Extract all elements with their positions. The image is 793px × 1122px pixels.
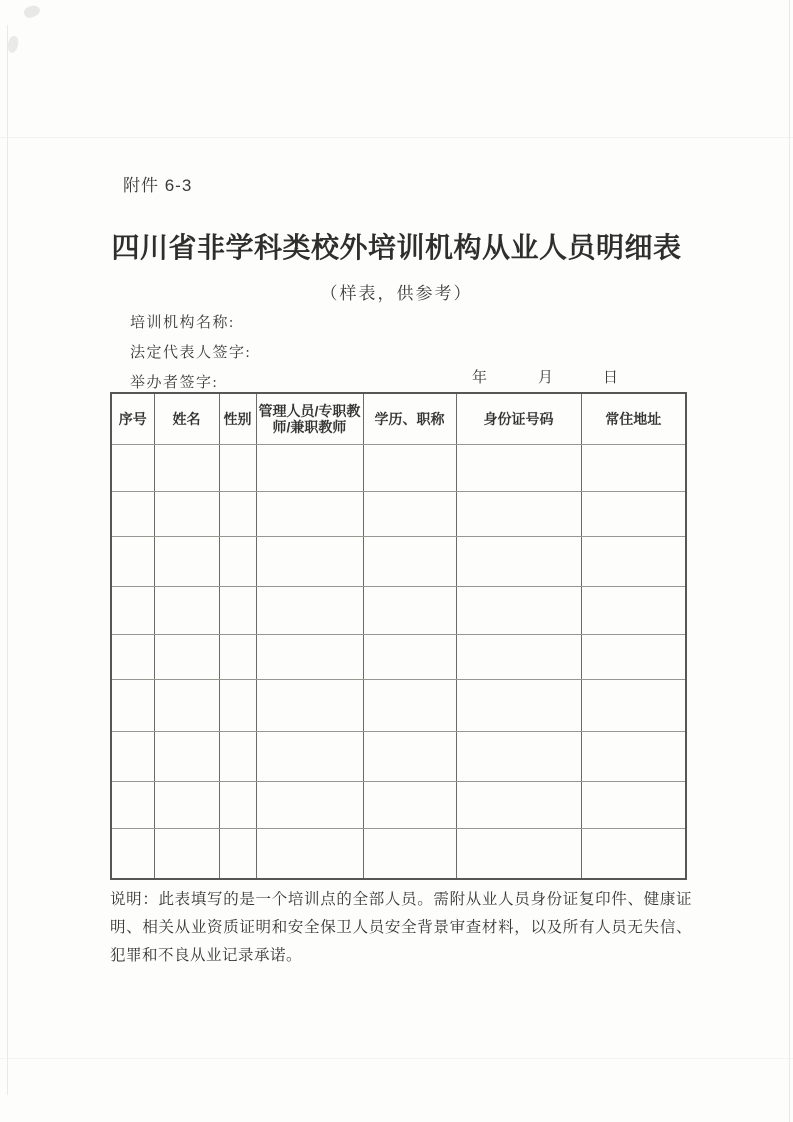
table-cell <box>154 586 219 634</box>
table-cell <box>111 828 154 879</box>
table-cell <box>154 634 219 679</box>
table-cell <box>219 536 256 586</box>
table-row <box>111 444 686 491</box>
table-cell <box>111 586 154 634</box>
scan-smudge-artifact <box>23 4 42 19</box>
table-cell <box>154 536 219 586</box>
table-cell <box>581 491 686 536</box>
page-title: 四川省非学科类校外培训机构从业人员明细表 <box>111 232 682 263</box>
table-cell <box>154 781 219 828</box>
table-cell <box>154 491 219 536</box>
table-cell <box>581 679 686 731</box>
scan-smudge-artifact <box>7 35 19 53</box>
table-row <box>111 679 686 731</box>
table-row <box>111 491 686 536</box>
header-role: 管理人员/专职教师/兼职教师 <box>256 393 363 444</box>
table-cell <box>456 586 581 634</box>
table-cell <box>256 444 363 491</box>
attachment-label: 附件 6-3 <box>123 176 193 195</box>
scan-artifact-line <box>0 1058 793 1059</box>
table-cell <box>256 828 363 879</box>
table-row <box>111 586 686 634</box>
table-cell <box>111 444 154 491</box>
header-name: 姓名 <box>154 393 219 444</box>
table-cell <box>363 679 456 731</box>
personnel-roster-table <box>110 392 687 880</box>
table-cell <box>581 828 686 879</box>
table-row <box>111 536 686 586</box>
note-text: 说明：此表填写的是一个培训点的全部人员。需附从业人员身份证复印件、健康证明、相关从业资质证明和安全保卫人员安全背景审查材料，以及所有人员无失信、犯罪和不良从业记录承诺。 <box>110 891 692 964</box>
table-cell <box>581 634 686 679</box>
table-body <box>111 444 686 879</box>
page-subtitle: （样表，供参考） <box>320 284 473 303</box>
table-cell <box>219 491 256 536</box>
table-cell <box>363 828 456 879</box>
table-cell <box>111 781 154 828</box>
table-cell <box>219 586 256 634</box>
table-cell <box>256 586 363 634</box>
table-cell <box>256 634 363 679</box>
table-cell <box>154 444 219 491</box>
table-cell <box>363 731 456 781</box>
table-row <box>111 634 686 679</box>
table-row <box>111 781 686 828</box>
header-id-number: 身份证号码 <box>456 393 581 444</box>
table-cell <box>154 828 219 879</box>
table-cell <box>581 586 686 634</box>
table-cell <box>363 586 456 634</box>
table-cell <box>219 634 256 679</box>
table-cell <box>456 634 581 679</box>
table-cell <box>456 536 581 586</box>
scan-edge-line <box>789 0 790 1122</box>
table-cell <box>219 781 256 828</box>
header-gender: 性别 <box>219 393 256 444</box>
header-serial-number: 序号 <box>111 393 154 444</box>
table-cell <box>581 444 686 491</box>
field-organizer-signature-label: 举办者签字: <box>130 375 219 391</box>
table-cell <box>219 679 256 731</box>
field-institution-name-label: 培训机构名称: <box>130 315 235 331</box>
table-cell <box>111 491 154 536</box>
table-row <box>111 731 686 781</box>
header-address: 常住地址 <box>581 393 686 444</box>
scan-artifact-line <box>0 137 793 138</box>
table-cell <box>456 828 581 879</box>
table-cell <box>581 731 686 781</box>
table-cell <box>581 536 686 586</box>
table-cell <box>111 536 154 586</box>
table-cell <box>581 781 686 828</box>
table-cell <box>111 634 154 679</box>
table-cell <box>363 634 456 679</box>
date-day-label: 日 <box>603 370 619 386</box>
table-cell <box>363 536 456 586</box>
table-cell <box>256 491 363 536</box>
date-month-label: 月 <box>538 370 554 386</box>
table-cell <box>456 731 581 781</box>
table-cell <box>456 781 581 828</box>
field-legal-representative-signature-label: 法定代表人签字: <box>130 345 252 361</box>
table-cell <box>219 444 256 491</box>
table-cell <box>256 679 363 731</box>
table-cell <box>154 731 219 781</box>
table-cell <box>456 444 581 491</box>
table-cell <box>111 679 154 731</box>
table-cell <box>256 536 363 586</box>
table-cell <box>256 781 363 828</box>
table-cell <box>363 491 456 536</box>
date-year-label: 年 <box>472 370 488 386</box>
table-cell <box>219 731 256 781</box>
header-education-title: 学历、职称 <box>363 393 456 444</box>
table-cell <box>154 679 219 731</box>
table-cell <box>456 679 581 731</box>
table-cell <box>219 828 256 879</box>
table-cell <box>111 731 154 781</box>
table-header-row <box>111 393 686 444</box>
table-cell <box>363 781 456 828</box>
table-cell <box>456 491 581 536</box>
table-cell <box>363 444 456 491</box>
scan-edge-line <box>7 25 8 1095</box>
table-row <box>111 828 686 879</box>
table-cell <box>256 731 363 781</box>
